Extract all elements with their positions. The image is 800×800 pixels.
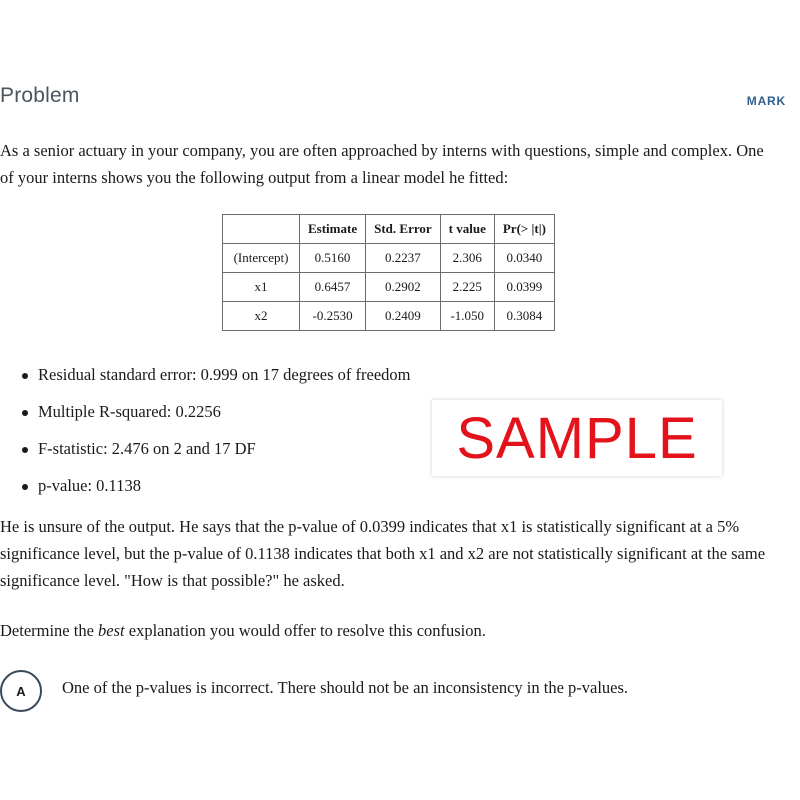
table-cell: x1 (223, 273, 300, 302)
table-cell: x2 (223, 302, 300, 331)
table-cell: 0.2237 (366, 244, 441, 273)
confusion-line-2: significance level, but the p-value of 0.1138 indicates that both x1 and x2 are not statistically significant at the same (0, 544, 766, 563)
regression-table (222, 214, 555, 331)
table-header-std-error: Std. Error (366, 215, 441, 244)
prompt-text-end: explanation you would offer to resolve this confusion. (124, 621, 486, 640)
option-letter-badge[interactable]: A (0, 670, 42, 712)
table-cell: 0.2409 (366, 302, 441, 331)
prompt-emphasis: best (98, 621, 125, 640)
model-stats-list (18, 360, 411, 508)
table-cell: (Intercept) (223, 244, 300, 273)
list-item (18, 397, 411, 434)
table-cell: 0.0399 (494, 273, 554, 302)
prompt-text-start: Determine the (0, 621, 99, 640)
stat-residual-se: Residual standard error: 0.999 on 17 degrees of freedom (38, 365, 411, 384)
bullet-icon (22, 373, 28, 379)
option-text[interactable]: One of the p-values is incorrect. There should not be an inconsistency in the p-values. (62, 678, 629, 697)
question-prompt (0, 617, 800, 644)
mark-button[interactable]: MARK (746, 94, 786, 108)
confusion-line-1: He is unsure of the output. He says that the p-value of 0.0399 indicates that x1 is statistically significant at a 5% (0, 517, 740, 536)
list-item (18, 471, 411, 508)
table-header-row (223, 215, 555, 244)
confusion-line-3: significance level. "How is that possible?" he asked. (0, 571, 345, 590)
table-row (223, 244, 555, 273)
answer-option-a[interactable] (0, 670, 800, 718)
table-header-t-value: t value (440, 215, 494, 244)
list-item (18, 434, 411, 471)
sample-watermark: SAMPLE (432, 400, 722, 476)
table-row (223, 273, 555, 302)
table-cell: 0.6457 (300, 273, 366, 302)
page-title: Problem (0, 84, 80, 107)
table-header-p-value: Pr(> |t|) (494, 215, 554, 244)
intro-line-2: of your interns shows you the following output from a linear model he fitted: (0, 168, 509, 187)
table-cell: 2.306 (440, 244, 494, 273)
bullet-icon (22, 410, 28, 416)
table-cell: 0.3084 (494, 302, 554, 331)
stat-r-squared: Multiple R-squared: 0.2256 (38, 402, 221, 421)
table-cell: -1.050 (440, 302, 494, 331)
question-confusion (0, 513, 800, 594)
question-intro (0, 137, 800, 191)
table-cell: -0.2530 (300, 302, 366, 331)
table-cell: 2.225 (440, 273, 494, 302)
table-cell: 0.5160 (300, 244, 366, 273)
table-header-blank (223, 215, 300, 244)
stat-p-value: p-value: 0.1138 (38, 476, 141, 495)
intro-line-1: As a senior actuary in your company, you are often approached by interns with questions, simple and complex. One (0, 141, 764, 160)
table-cell: 0.0340 (494, 244, 554, 273)
table-cell: 0.2902 (366, 273, 441, 302)
table-header-estimate: Estimate (300, 215, 366, 244)
table-row (223, 302, 555, 331)
bullet-icon (22, 447, 28, 453)
list-item (18, 360, 411, 397)
bullet-icon (22, 484, 28, 490)
stat-f-statistic: F-statistic: 2.476 on 2 and 17 DF (38, 439, 256, 458)
